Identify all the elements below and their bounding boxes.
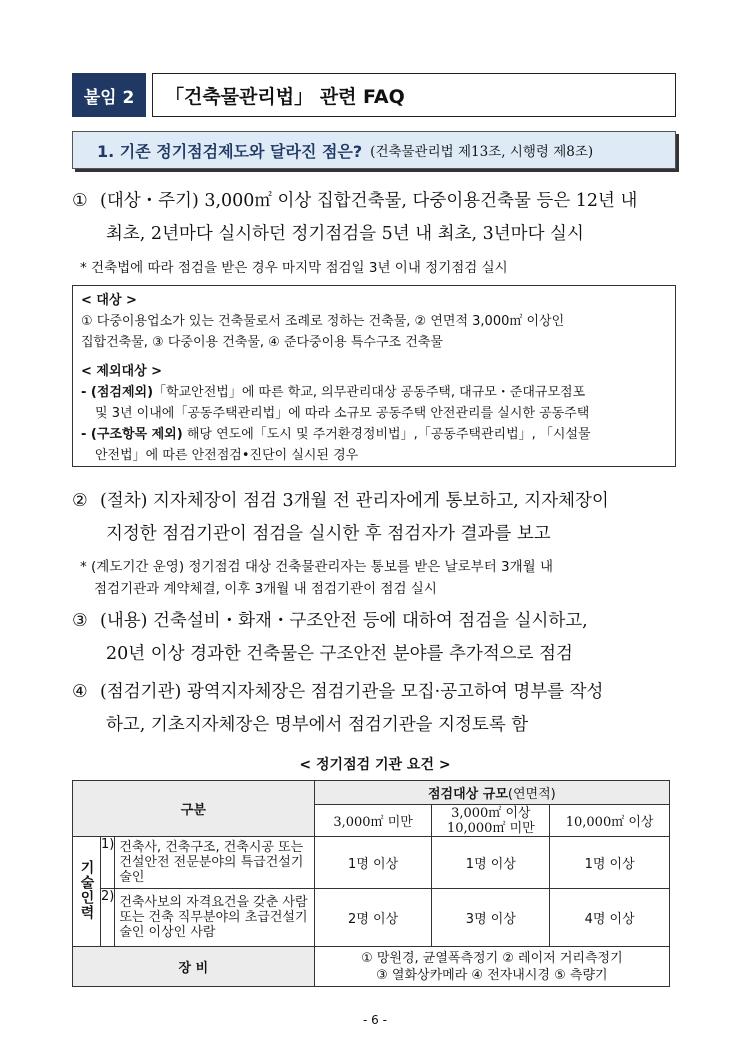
box-text-span: 해당 연도에「도시 및 주거환경정비법」,「공동주택관리법」, 「시설물: [186, 427, 591, 442]
appendix-header: [72, 73, 676, 117]
row-1-val-3: 1명 이상: [550, 837, 670, 889]
appendix-tag: 붙임 2: [72, 73, 146, 117]
row-1-text: 건축사, 건축구조, 건축시공 또는 건설안전 전문분야의 특급건설기술인: [115, 837, 314, 889]
box-text: [81, 382, 667, 403]
item-1: [72, 185, 682, 251]
row-2-val-3: 4명 이상: [550, 889, 670, 947]
item-line: 지정한 점검기관이 점검을 실시한 후 점검자가 결과를 보고: [106, 524, 551, 544]
item-number: ①: [72, 191, 88, 211]
item-number: ④: [72, 682, 88, 702]
item-line: 20년 이상 경과한 건축물은 구조안전 분야를 추가적으로 점검: [106, 644, 573, 664]
target-info-box: [72, 285, 676, 467]
equipment-line: ③ 열화상카메라 ④ 전자내시경 ⑤ 측량기: [376, 967, 608, 983]
box-heading: < 대상 >: [81, 293, 137, 308]
item-line: 하고, 기초지자체장은 명부에서 점검기관을 지정토록 함: [106, 715, 529, 735]
box-text: 안전법」에 따른 안전점검•진단이 실시된 경우: [95, 448, 359, 463]
row-2-number: 2): [100, 889, 114, 947]
box-bold: - (점검제외): [81, 385, 154, 400]
item-line: (점검기관) 광역지자체장은 점검기관을 모집·공고하여 명부를 작성: [100, 682, 604, 702]
item-line: (절차) 지자체장이 점검 3개월 전 관리자에게 통보하고, 지자체장이: [100, 491, 609, 511]
note-line: 점검기관과 계약체결, 이후 3개월 내 점검기관이 점검 실시: [94, 581, 437, 597]
header-col-2: [432, 805, 550, 837]
item-number: ②: [72, 491, 88, 511]
item-4: [72, 676, 682, 742]
box-text: ① 다중이용업소가 있는 건축물로서 조례로 정하는 건축물, ② 연면적 3,000㎡ 이상인: [81, 314, 565, 329]
table-caption: < 정기점검 기관 요건 >: [299, 757, 451, 773]
equipment-label: 장 비: [73, 947, 315, 987]
box-text: 및 3년 이내에「공동주택관리법」에 따라 소규모 공동주택 안전관리를 실시한 공동주택: [95, 406, 590, 421]
row-2-val-1: 2명 이상: [314, 889, 432, 947]
item-line: (내용) 건축설비・화재・구조안전 등에 대하여 점검을 실시하고,: [100, 611, 588, 631]
header-col-2b: 10,000㎡ 미만: [446, 820, 535, 836]
box-text-span: 「학교안전법」에 따른 학교, 의무관리대상 공동주택, 대규모・준대규모점포: [153, 385, 586, 400]
header-scale-label: 점검대상 규모: [428, 787, 508, 802]
header-scale-sub: (연면적): [507, 787, 556, 802]
item-line: (대상・주기) 3,000㎡ 이상 집합건축물, 다중이용건축물 등은 12년 내: [100, 191, 638, 211]
row-2-val-2: 3명 이상: [432, 889, 550, 947]
page-number: - 6 -: [363, 1013, 387, 1027]
item-3: [72, 605, 682, 671]
item-line: 최초, 2년마다 실시하던 정기점검을 5년 내 최초, 3년마다 실시: [106, 224, 584, 244]
box-bold: - (구조항목 제외): [81, 427, 183, 442]
appendix-title: 「건축물관리법」 관련 FAQ: [152, 73, 676, 117]
header-col-2a: 3,000㎡ 이상: [451, 805, 531, 821]
box-text: 집합건축물, ③ 다중이용 건축물, ④ 준다중이용 특수구조 건축물: [81, 335, 443, 350]
row-group-cell: [73, 837, 101, 947]
row-2-text: 건축사보의 자격요건을 갖춘 사람 또는 건축 직무분야의 초급건설기술인 이상인 사람: [115, 889, 314, 947]
equipment-line: ① 망원경, 균열폭측정기 ② 레이저 거리측정기: [361, 950, 623, 966]
section-reference: (건축물관리법 제13조, 시행령 제8조): [370, 144, 594, 160]
header-col-1: 3,000㎡ 미만: [314, 805, 432, 837]
note-2: [80, 556, 680, 600]
section-title: 1. 기존 정기점검제도와 달라진 점은?: [97, 141, 363, 161]
note-1: * 건축법에 따라 점검을 받은 경우 마지막 점검일 3년 이내 정기점검 실시: [80, 260, 508, 276]
header-col-3: 10,000㎡ 이상: [550, 805, 670, 837]
row-group-label: 기술인력: [78, 859, 95, 920]
header-gubun: 구분: [73, 781, 315, 837]
row-1-val-1: 1명 이상: [314, 837, 432, 889]
row-1-number: 1): [100, 837, 114, 889]
note-line: * (계도기간 운영) 정기점검 대상 건축물관리자는 통보를 받은 날로부터 3개월 내: [80, 559, 554, 575]
box-heading: < 제외대상 >: [81, 364, 163, 379]
item-2: [72, 485, 682, 551]
box-text: [81, 424, 667, 445]
item-number: ③: [72, 611, 88, 631]
inspection-requirements-table: [72, 780, 670, 987]
header-scale: [314, 781, 669, 805]
section-title-box: [72, 131, 676, 169]
equipment-list: [314, 947, 669, 987]
row-1-val-2: 1명 이상: [432, 837, 550, 889]
